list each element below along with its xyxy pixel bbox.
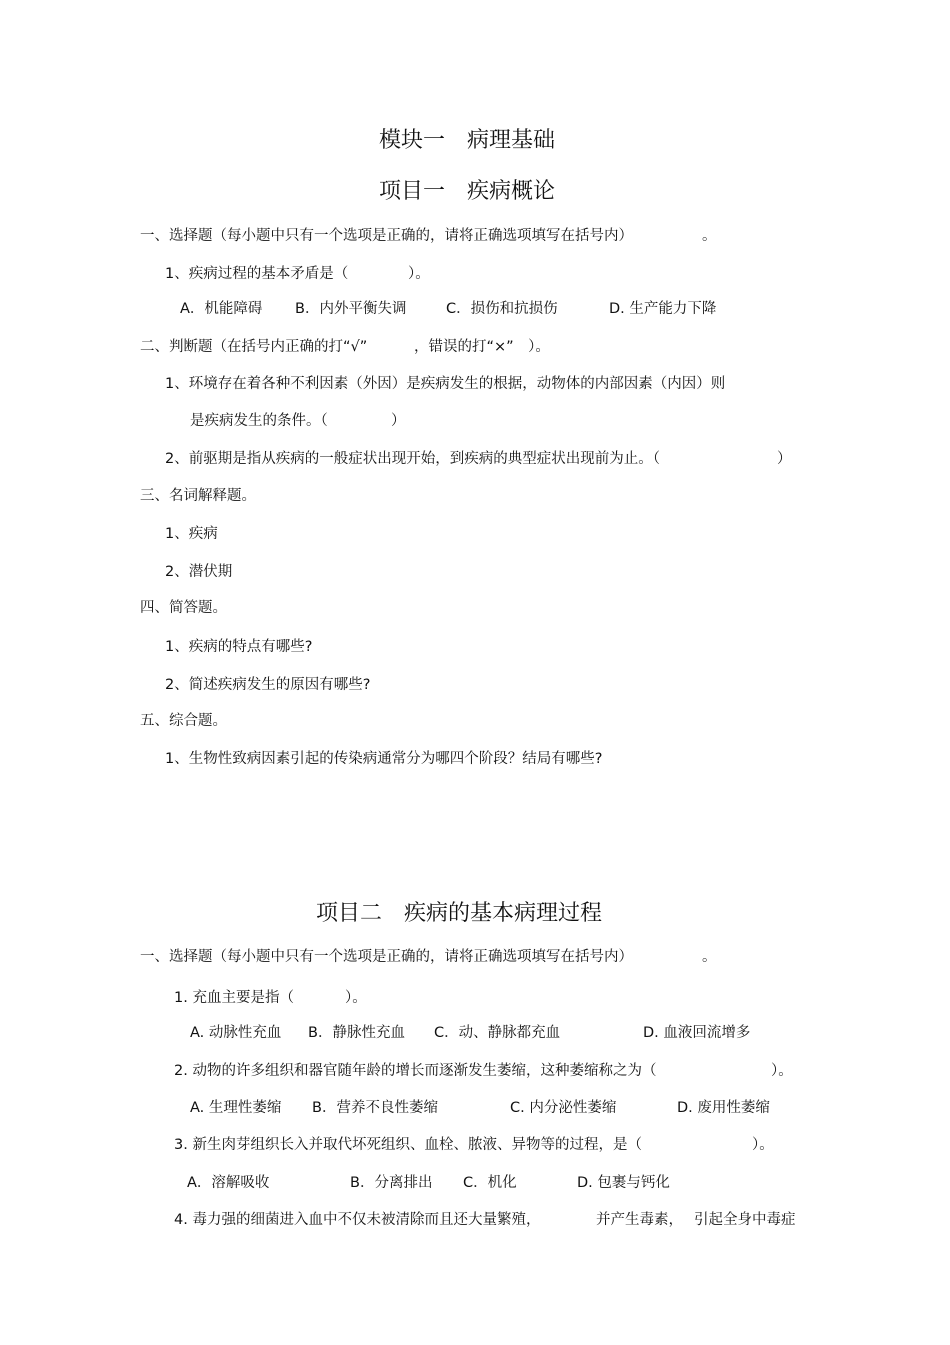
project1-title: 项目一 疾病概论 xyxy=(379,179,556,204)
p1-q1-option-b: B．内外平衡失调 xyxy=(295,301,407,317)
module-title: 模块一 病理基础 xyxy=(379,128,556,153)
p2-q2-stem: 2. 动物的许多组织和器官随年龄的增长而逐渐发生萎缩，这种萎缩称之为（ xyxy=(174,1063,657,1079)
p1-section1-heading: 一、选择题（每小题中只有一个选项是正确的，请将正确选项填写在括号内） xyxy=(140,228,633,244)
p1-q1-option-a: A．机能障碍 xyxy=(180,301,263,317)
p2-q1-stem: 1. 充血主要是指（ xyxy=(174,990,294,1006)
p2-q1-option-d: D. 血液回流增多 xyxy=(643,1025,751,1041)
p1-judge1-line1: 1、环境存在着各种不利因素（外因）是疾病发生的根据，动物体的内部因素（内因）则 xyxy=(165,376,726,392)
p1-q1-stem: 1、疾病过程的基本矛盾是（ xyxy=(165,266,349,282)
p2-q2-option-b: B．营养不良性萎缩 xyxy=(312,1100,438,1116)
p2-q3-close: ）。 xyxy=(752,1137,774,1153)
p1-q1-close: ）。 xyxy=(408,266,430,282)
p2-q3-option-c: C．机化 xyxy=(463,1175,517,1191)
p1-section2-heading: 二、判断题（在括号内正确的打“√” xyxy=(140,339,368,355)
p1-term-1: 1、疾病 xyxy=(165,526,218,542)
project2-title: 项目二 疾病的基本病理过程 xyxy=(316,901,603,926)
p2-q2-close: ）。 xyxy=(771,1063,793,1079)
p2-q3-option-b: B．分离排出 xyxy=(350,1175,433,1191)
p1-section3-heading: 三、名词解释题。 xyxy=(140,488,256,504)
p2-q3-option-a: A．溶解吸收 xyxy=(187,1175,270,1191)
p2-q2-option-a: A. 生理性萎缩 xyxy=(190,1100,282,1116)
p2-q3-option-d: D. 包裹与钙化 xyxy=(577,1175,670,1191)
p1-short-1: 1、疾病的特点有哪些? xyxy=(165,639,313,655)
p2-q1-option-a: A. 动脉性充血 xyxy=(190,1025,282,1041)
p2-q2-option-c: C. 内分泌性萎缩 xyxy=(510,1100,617,1116)
p2-section1-period: 。 xyxy=(702,949,717,965)
p2-q4-part3: 引起全身中毒症 xyxy=(694,1212,796,1228)
p2-q1-option-c: C．动、静脉都充血 xyxy=(434,1025,561,1041)
p1-judge1-close: ） xyxy=(391,413,406,429)
p1-q1-option-d: D. 生产能力下降 xyxy=(609,301,717,317)
p1-judge2-close: ） xyxy=(777,451,792,467)
p1-judge2-line: 2、前驱期是指从疾病的一般症状出现开始，到疾病的典型症状出现前为止。（ xyxy=(165,451,660,467)
p1-section5-heading: 五、综合题。 xyxy=(140,713,227,729)
p1-q1-option-c: C．损伤和抗损伤 xyxy=(446,301,558,317)
p2-q4-part1: 4. 毒力强的细菌进入血中不仅未被清除而且还大量繁殖， xyxy=(174,1212,541,1228)
p2-q2-option-d: D. 废用性萎缩 xyxy=(677,1100,770,1116)
p1-section4-heading: 四、简答题。 xyxy=(140,600,227,616)
p2-q1-option-b: B．静脉性充血 xyxy=(308,1025,405,1041)
p2-q3-stem: 3. 新生肉芽组织长入并取代坏死组织、血栓、脓液、异物等的过程，是（ xyxy=(174,1137,642,1153)
p1-judge1-line2: 是疾病发生的条件。（ xyxy=(190,413,328,429)
p2-q4-part2: 并产生毒素， xyxy=(596,1212,683,1228)
p1-term-2: 2、潜伏期 xyxy=(165,564,233,580)
p1-section1-period: 。 xyxy=(702,228,717,244)
p1-short-2: 2、简述疾病发生的原因有哪些? xyxy=(165,677,371,693)
p1-section2-heading-tail: ，错误的打“×” ）。 xyxy=(414,339,550,355)
p2-section1-heading: 一、选择题（每小题中只有一个选项是正确的，请将正确选项填写在括号内） xyxy=(140,949,633,965)
p1-comp-1: 1、生物性致病因素引起的传染病通常分为哪四个阶段？结局有哪些? xyxy=(165,751,603,767)
p2-q1-close: ）。 xyxy=(345,990,367,1006)
